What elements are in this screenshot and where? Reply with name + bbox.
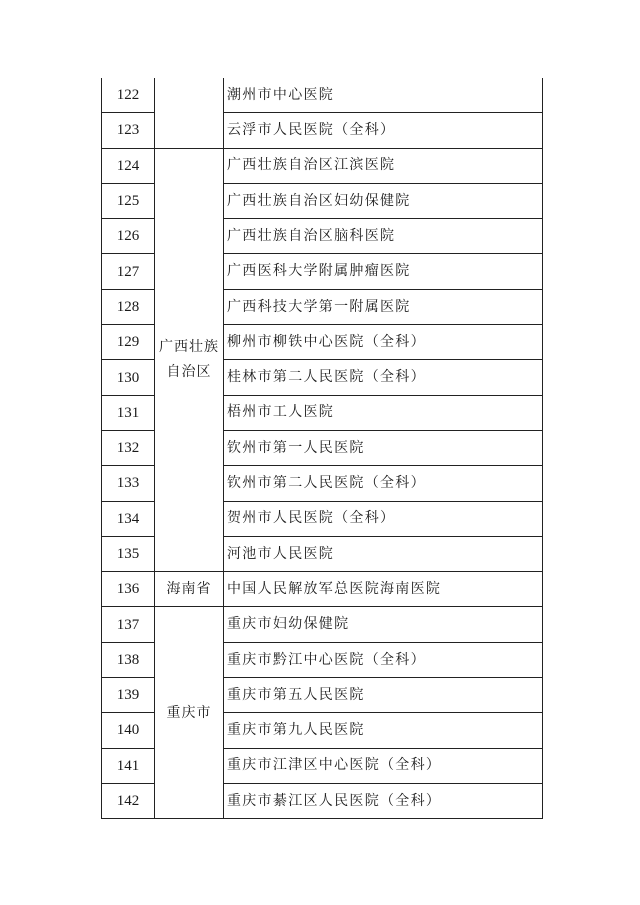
row-number: 125 bbox=[102, 183, 155, 218]
row-number: 122 bbox=[102, 78, 155, 113]
hospital-name: 梧州市工人医院 bbox=[224, 395, 543, 430]
hospital-name: 桂林市第二人民医院（全科） bbox=[224, 360, 543, 395]
hospital-name: 重庆市黔江中心医院（全科） bbox=[224, 642, 543, 677]
row-number: 128 bbox=[102, 289, 155, 324]
region-cell-guangxi bbox=[155, 148, 224, 572]
row-number: 129 bbox=[102, 325, 155, 360]
table-row bbox=[102, 607, 543, 642]
hospital-name: 云浮市人民医院（全科） bbox=[224, 113, 543, 148]
hospital-name: 河池市人民医院 bbox=[224, 536, 543, 571]
hospital-name: 柳州市柳铁中心医院（全科） bbox=[224, 325, 543, 360]
hospital-name: 重庆市妇幼保健院 bbox=[224, 607, 543, 642]
row-number: 123 bbox=[102, 113, 155, 148]
row-number: 140 bbox=[102, 713, 155, 748]
row-number: 139 bbox=[102, 678, 155, 713]
row-number: 132 bbox=[102, 430, 155, 465]
region-label-guangxi-line2: 自治区 bbox=[166, 363, 212, 380]
hospital-name: 广西科技大学第一附属医院 bbox=[224, 289, 543, 324]
table-row bbox=[102, 78, 543, 113]
hospital-name: 广西医科大学附属肿瘤医院 bbox=[224, 254, 543, 289]
row-number: 130 bbox=[102, 360, 155, 395]
row-number: 126 bbox=[102, 219, 155, 254]
hospital-name: 钦州市第一人民医院 bbox=[224, 430, 543, 465]
hospital-name: 广西壮族自治区江滨医院 bbox=[224, 148, 543, 183]
region-cell-chongqing: 重庆市 bbox=[155, 607, 224, 819]
row-number: 137 bbox=[102, 607, 155, 642]
row-number: 127 bbox=[102, 254, 155, 289]
table-row bbox=[102, 148, 543, 183]
hospital-name: 广西壮族自治区妇幼保健院 bbox=[224, 183, 543, 218]
region-cell-guangdong bbox=[155, 78, 224, 148]
row-number: 131 bbox=[102, 395, 155, 430]
hospital-name: 重庆市綦江区人民医院（全科） bbox=[224, 783, 543, 818]
row-number: 124 bbox=[102, 148, 155, 183]
hospital-name: 潮州市中心医院 bbox=[224, 78, 543, 113]
hospital-name: 广西壮族自治区脑科医院 bbox=[224, 219, 543, 254]
row-number: 136 bbox=[102, 572, 155, 607]
hospital-name: 贺州市人民医院（全科） bbox=[224, 501, 543, 536]
hospital-name: 钦州市第二人民医院（全科） bbox=[224, 466, 543, 501]
table-row bbox=[102, 572, 543, 607]
region-label-guangxi-line1: 广西壮族 bbox=[159, 339, 219, 356]
hospital-name: 重庆市第九人民医院 bbox=[224, 713, 543, 748]
row-number: 134 bbox=[102, 501, 155, 536]
region-cell-hainan: 海南省 bbox=[155, 572, 224, 607]
hospital-table-container bbox=[101, 78, 543, 819]
row-number: 135 bbox=[102, 536, 155, 571]
hospital-name: 中国人民解放军总医院海南医院 bbox=[224, 572, 543, 607]
row-number: 141 bbox=[102, 748, 155, 783]
hospital-name: 重庆市第五人民医院 bbox=[224, 678, 543, 713]
hospital-name: 重庆市江津区中心医院（全科） bbox=[224, 748, 543, 783]
row-number: 133 bbox=[102, 466, 155, 501]
row-number: 142 bbox=[102, 783, 155, 818]
hospital-table bbox=[101, 78, 543, 819]
row-number: 138 bbox=[102, 642, 155, 677]
